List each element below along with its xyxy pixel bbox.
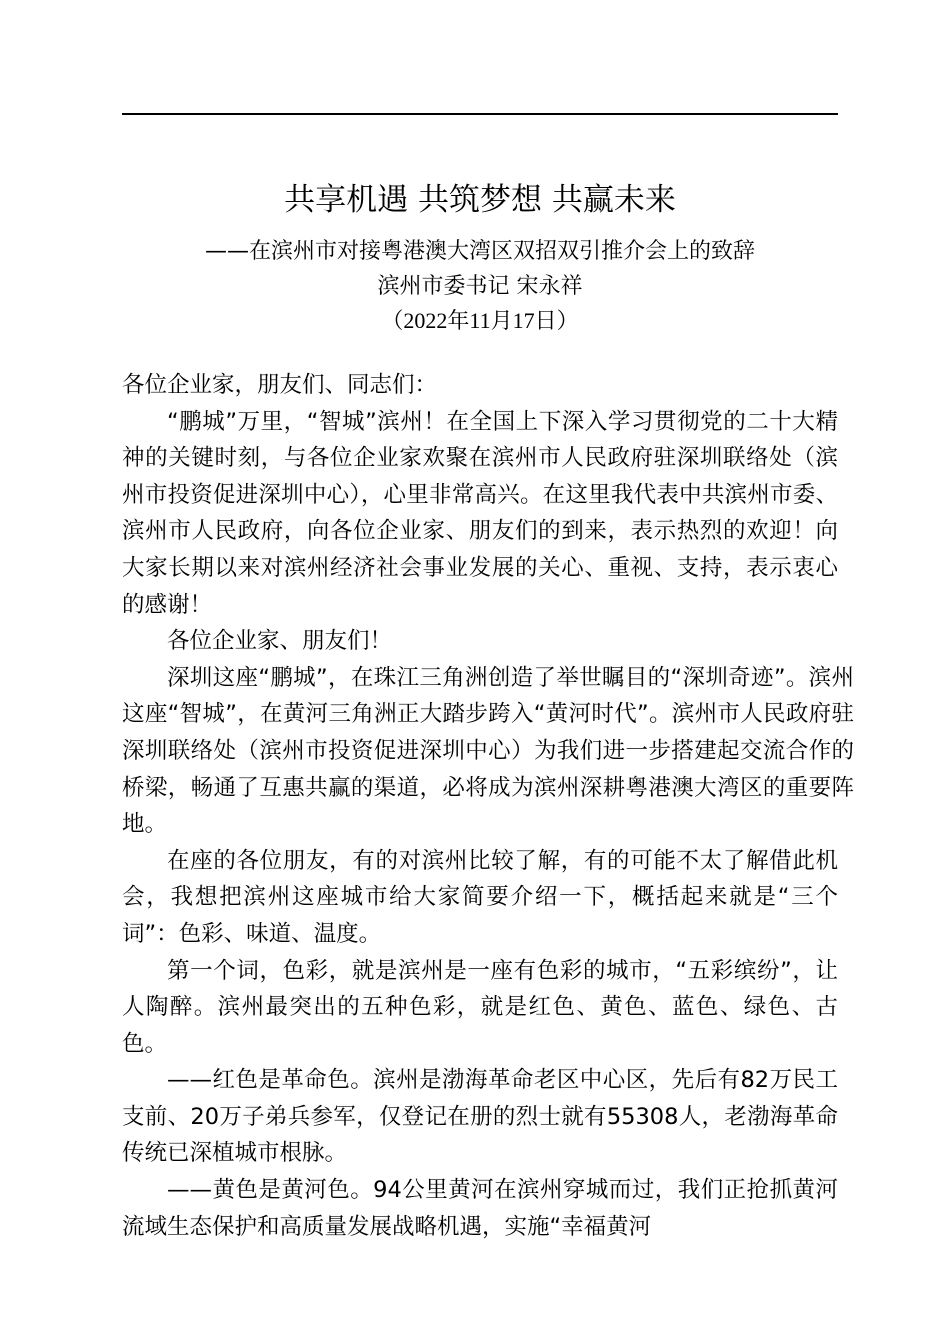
body-paragraph: “鹏城”万里，“智城”滨州！在全国上下深入学习贯彻党的二十大精神的关键时刻，与各位企业家欢聚在滨州市人民政府驻深圳联络处（滨州市投资促进深圳中心），心里非常高兴。在这里我代表中共滨州市委、滨州市人民政府，向各位企业家、朋友们的到来，表示热烈的欢迎！向大家长期以来对滨州经济社会事业发展的关心、重视、支持，表示衷心的感谢！ (122, 408, 838, 618)
date-open-paren: （ (381, 309, 404, 334)
body-paragraph: 在座的各位朋友，有的对滨州比较了解，有的可能不太了解借此机会，我想把滨州这座城市给大家简要介绍一下，概括起来就是“三个词”：色彩、味道、温度。 (122, 847, 838, 947)
document-title: 共享机遇 共筑梦想 共赢未来 (284, 182, 676, 218)
date-year-unit: 年 (447, 309, 470, 334)
document-subtitle: ——在滨州市对接粤港澳大湾区双招双引推介会上的致辞 (204, 239, 755, 264)
body-paragraph: ——红色是革命色。滨州是渤海革命老区中心区，先后有82万民工支前、20万子弟兵参军，仅登记在册的烈士就有55308人，老渤海革命传统已深植城市根脉。 (122, 1067, 838, 1167)
date-close-paren: ） (556, 309, 579, 334)
document-body (122, 367, 854, 1245)
date-month-unit: 月 (490, 309, 513, 334)
body-paragraph: 各位企业家、朋友们！ (167, 628, 393, 655)
date-day: 17 (512, 308, 535, 333)
body-paragraph: ——黄色是黄河色。94公里黄河在滨州穿城而过，我们正抢抓黄河流域生态保护和高质量发展战略机遇，实施“幸福黄河 (122, 1177, 838, 1240)
document-author: 滨州市委书记 宋永祥 (377, 274, 583, 299)
document-date (100, 305, 860, 338)
body-paragraph: 第一个词，色彩，就是滨州是一座有色彩的城市，“五彩缤纷”，让人陶醉。滨州最突出的五种色彩，就是红色、黄色、蓝色、绿色、古色。 (122, 957, 838, 1057)
body-paragraph: 深圳这座“鹏城”，在珠江三角洲创造了举世瞩目的“深圳奇迹”。滨州这座“智城”，在黄河三角洲正大踏步跨入“黄河时代”。滨州市人民政府驻深圳联络处（滨州市投资促进深圳中心）为我们进一步搭建起交流合作的桥梁，畅通了互惠共赢的渠道，必将成为滨州深耕粤港澳大湾区的重要阵地。 (122, 664, 854, 838)
date-month: 11 (469, 308, 491, 333)
header-rule (122, 113, 838, 115)
date-year: 2022 (403, 308, 448, 333)
date-day-unit: 日 (534, 309, 557, 334)
salutation: 各位企业家，朋友们、同志们： (122, 372, 438, 398)
